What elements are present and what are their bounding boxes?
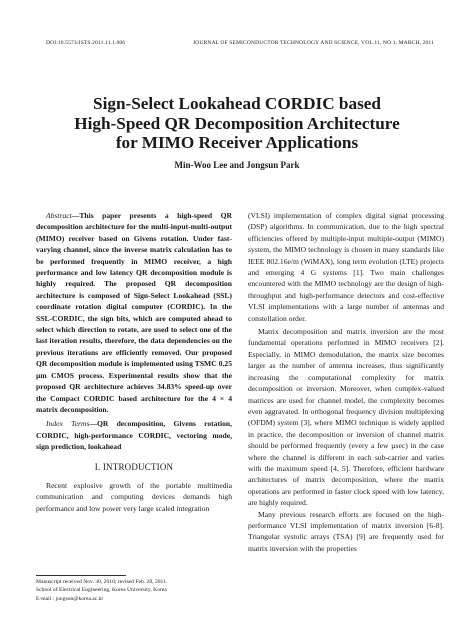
paper-title — [40, 94, 434, 153]
running-header — [46, 40, 434, 50]
intro-paragraph-1: Recent explosive growth of the portable multimedia communication and computing devices demands high performance and low power very large scaled integration — [36, 480, 232, 513]
abstract — [36, 210, 232, 415]
index-terms-label: Index Terms — [46, 419, 90, 429]
title-line-3: for MIMO Receiver Applications — [115, 133, 359, 152]
right-paragraph-1: (VLSI) implementation of complex digital signal processing (DSP) algorithms. In communication, due to the high spectral efficiencies offered by multiple-input multiple-output (MIMO) system, the MIMO technology is chosen in many standards like IEEE 802.16e/m (WiMAX), long term evolution (LTE) projects and emerging 4 G systems [1]. Two main challenges encountered with the MIMO technology are the design of high-throughput and high-performance detectors and cost-effective VLSI implementations with a large number of antennas and constellation order. — [248, 211, 444, 323]
title-line-2: High-Speed QR Decomposition Architecture — [74, 113, 400, 133]
journal-name: JOURNAL OF SEMICONDUCTOR TECHNOLOGY AND SCIENCE, VOL.11, NO.1, MARCH, 2011 — [192, 40, 434, 46]
index-terms-text: QR decomposition, Givens rotation, CORDIC, high-performance CORDIC, vectoring mode, sign prediction, lookahead — [36, 419, 232, 452]
right-column — [248, 210, 444, 554]
footnotes — [36, 578, 232, 603]
abstract-label: Abstract — [46, 211, 72, 220]
doi: DOI:10.5573/JSTS.2011.11.1.006 — [46, 40, 126, 46]
index-terms — [36, 418, 232, 452]
section-heading-introduction: I. INTRODUCTION — [94, 461, 174, 472]
title-line-1: Sign-Select Lookahead CORDIC based — [93, 94, 381, 113]
footnote-email: E-mail : jongsun@korea.ac.kr — [36, 595, 104, 602]
authors: Min-Woo Lee and Jongsun Park — [174, 160, 300, 170]
footnote-divider — [36, 575, 126, 576]
footnote-received: Manuscript received Nov. 30, 2010; revised Feb. 28, 2011. — [36, 579, 168, 585]
right-paragraph-3: Many previous research efforts are focused on the high-performance VLSI implementation of matrix inversion [6-8]. Triangular systolic arrays (TSA) [9] are frequently used for matrix inversion with the properties — [248, 509, 444, 553]
abstract-text: This paper presents a high-speed QR decomposition architecture for the multi-input-multi-output (MIMO) receiver based on Givens rotation. Under fast-varying channel, since the inverse matrix calculation has to be performed frequently in MIMO receiver, a high performance and low latency QR decomposition module is highly required. The proposed QR decomposition architecture is composed of Sign-Select Lookahead (SSL) coordinate rotation digital computer (CORDIC). In the SSL-CORDIC, the sign bits, which are computed ahead to select which direction to rotate, are used to select one of the last iteration results, therefore, the data dependencies on the previous iterations are efficiently removed. Our proposed QR decomposition module is implemented using TSMC 0.25 µm CMOS process. Experimental results show that the proposed QR architecture achieves 34.83% speed-up over the Compact CORDIC based architecture for the 4 × 4 matrix decomposition. — [36, 211, 232, 414]
footnote-affiliation: School of Electrical Engineering, Korea University, Korea — [36, 587, 167, 594]
index-terms-dash: — — [89, 419, 97, 429]
abstract-dash: — — [71, 211, 80, 220]
right-paragraph-2: Matrix decomposition and matrix inversion are the most fundamental operations performed in MIMO receivers [2]. Especially, in MIMO demodulation, the matrix size becomes larger as the number of antenna increases, thus significantly increasing the computational complexity for matrix decomposition or inversion. Moreover, when complex-valued matrices are used for channel model, the complexity becomes even aggravated. In orthogonal frequency division multiplexing (OFDM) system [3], where MIMO technique is widely applied in practice, the decomposition or inversion of channel matrix should be performed frequently (every a few µsec) in the case where the channel is different in each sub-carrier and varies with the maximum speed [4, 5]. Therefore, efficient hardware architectures of matrix decomposition, where the matrix operations are performed in faster clock speed with low latency, are highly required. — [248, 327, 444, 508]
left-column — [36, 210, 232, 514]
